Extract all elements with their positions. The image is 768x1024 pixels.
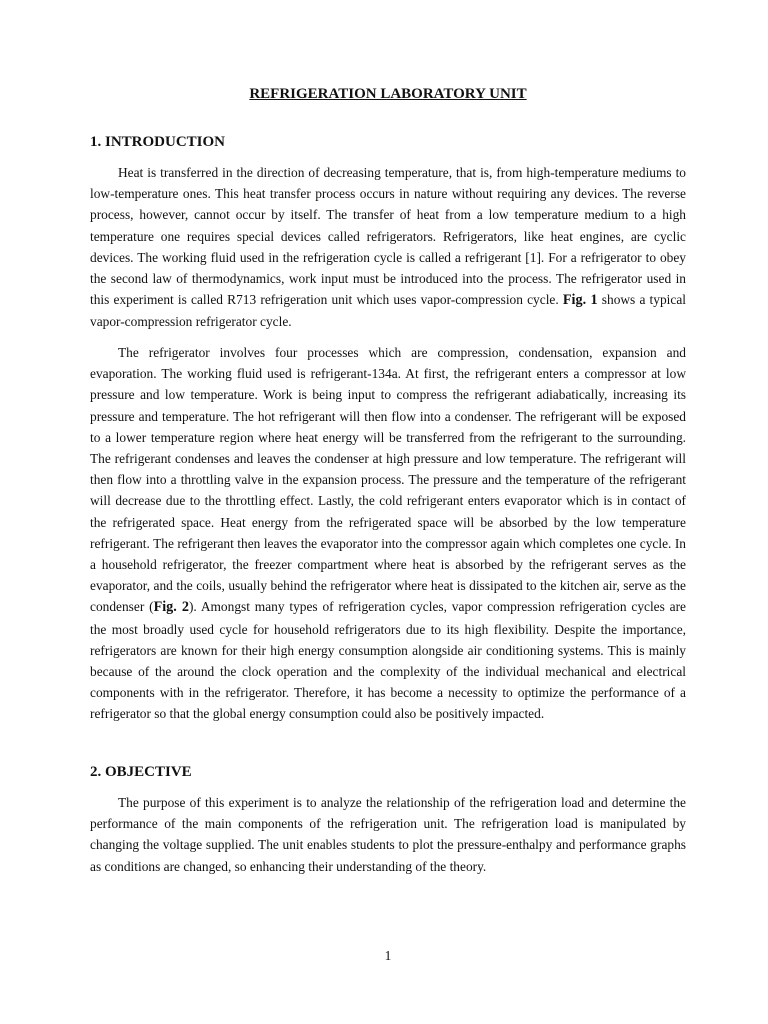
introduction-paragraph-2 [90,342,686,725]
document-page [90,0,686,1024]
objective-paragraph-text: The purpose of this experiment is to analyze the relationship of the refrigeration load and determine the performance of the main components of the refrigeration unit. The refrigeration load is manipulated by changing the voltage supplied. The unit enables students to plot the pressure-enthalpy and performance graphs as conditions are changed, so enhancing their understanding of the theory. [90,795,686,874]
introduction-heading: 1. INTRODUCTION [90,134,226,150]
fig-2-reference: Fig. 2 [153,599,189,616]
document-title: REFRIGERATION LABORATORY UNIT [249,86,527,102]
introduction-paragraph-1 [90,162,686,333]
page-number: 1 [384,948,392,963]
introduction-paragraph-1-text-a: Heat is transferred in the direction of decreasing temperature, that is, from high-temperature mediums to low-temperature ones. This heat transfer process occurs in nature without requiring any devices. The reverse process, however, cannot occur by itself. The transfer of heat from a low temperature medium to a high temperature one requires special devices called refrigerators. Refrigerators, like heat engines, are cyclic devices. The working fluid used in the refrigeration cycle is called a refrigerant [1]. For a refrigerator to obey the second law of thermodynamics, work input must be introduced into the process. The refrigerator used in this experiment is called R713 refrigeration unit which uses vapor-compression cycle. [90,165,686,308]
objective-heading: 2. OBJECTIVE [90,764,192,780]
objective-paragraph [90,792,686,877]
introduction-paragraph-1-text-b: shows a typical vapor-compression refrigerator cycle. [90,292,686,330]
fig-1-reference: Fig. 1 [562,292,598,309]
introduction-paragraph-2-text-a: The refrigerator involves four processes which are compression, condensation, expansion and evaporation. The working fluid used is refrigerant-134a. At first, the refrigerant enters a compressor at low pressure and low temperature. Work is being input to compress the refrigerant adiabatically, increasing its pressure and temperature. The hot refrigerant will then flow into a condenser. The refrigerant will be exposed to a lower temperature region where heat energy will be transferred from the refrigerant to the surrounding. The refrigerant condenses and leaves the condenser at high pressure and low temperature. The refrigerant will then flow into a throttling valve in the expansion process. The pressure and the temperature of the refrigerant will decrease due to the throttling effect. Lastly, the cold refrigerant enters evaporator which is in contact of the refrigerated space. Heat energy from the refrigerated space will be absorbed by the low temperature refrigerant. The refrigerant then leaves the evaporator into the compressor again which completes one cycle. In a household refrigerator, the freezer compartment where heat is absorbed by the refrigerant serves as the evaporator, and the coils, usually behind the refrigerator where heat is dissipated to the kitchen air, serve as the condenser ( [90,345,686,615]
introduction-paragraph-2-text-b: ). Amongst many types of refrigeration cycles, vapor compression refrigeration cycles are the most broadly used cycle for household refrigerators due to its high flexibility. Despite the importance, refrigerators are known for their high energy consumption alongside air conditioning systems. This is mainly because of the around the clock operation and the complexity of the individual mechanical and electrical components with in the refrigerator. Therefore, it has become a necessity to optimize the performance of a refrigerator so that the global energy consumption could also be positively impacted. [90,599,687,722]
